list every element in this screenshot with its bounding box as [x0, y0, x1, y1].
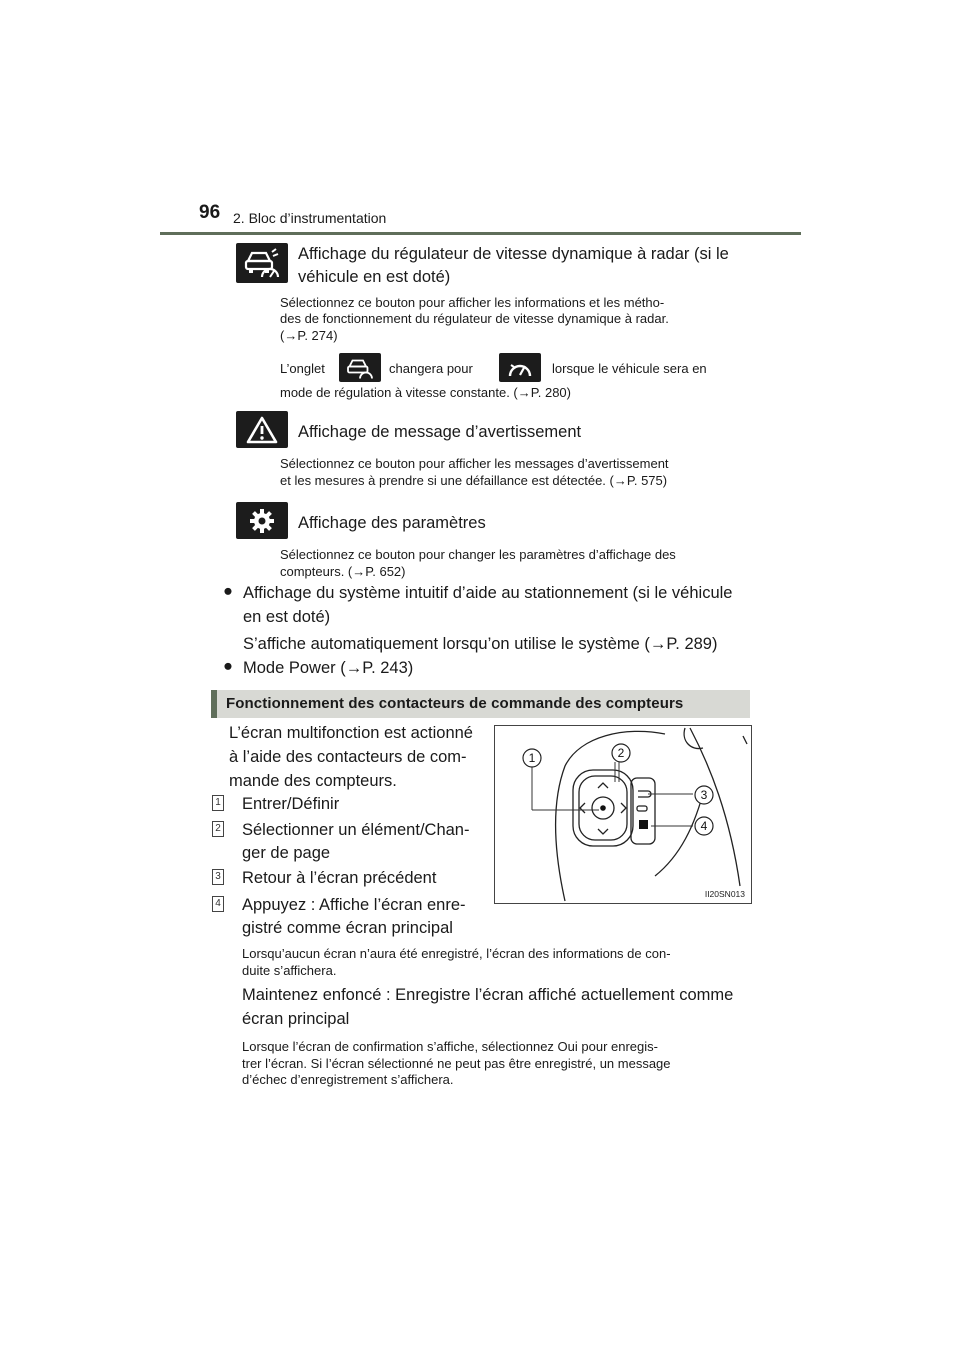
tab-suffix: lorsque le véhicule sera en — [552, 361, 707, 376]
gear-icon — [236, 502, 288, 539]
callout-4: 4 — [700, 819, 708, 833]
item1-text: Entrer/Définir — [242, 795, 340, 813]
header-rule — [160, 232, 801, 235]
settings-desc-line2: compteurs. (→P. 652) — [280, 564, 406, 579]
bullet-dot: ● — [223, 582, 233, 600]
intro-line1: L’écran multifonction est actionné — [229, 724, 473, 742]
section-header — [211, 690, 750, 718]
chapter-title: 2. Bloc d’instrumentation — [233, 210, 387, 226]
steering-switch-figure — [494, 725, 752, 904]
intro-line3: mande des compteurs. — [229, 772, 397, 790]
item-number: 2 — [212, 821, 224, 837]
note1-line1: Lorsqu’aucun écran n’aura été enregistré, l’écran des informations de con- — [242, 946, 671, 961]
item-number: 3 — [212, 869, 224, 885]
callout-2: 2 — [617, 746, 625, 760]
note2-line2: trer l’écran. Si l’écran sélectionné ne peut pas être enregistré, un message — [242, 1056, 671, 1071]
bullet-dot: ● — [223, 657, 233, 675]
item-number: 1 — [212, 795, 224, 811]
item-number: 4 — [212, 896, 224, 912]
intro-line2: à l’aide des contacteurs de com- — [229, 748, 467, 766]
radar-desc-line2: des de fonctionnement du régulateur de vitesse dynamique à radar. — [280, 311, 669, 326]
tab-middle: changera pour — [389, 361, 473, 376]
warning-triangle-icon — [236, 411, 288, 448]
radar-desc-line1: Sélectionnez ce bouton pour afficher les informations et les métho- — [280, 295, 665, 310]
constant-speed-tab-icon — [499, 353, 541, 382]
steering-wheel-drawing — [495, 726, 751, 903]
section-accent — [211, 690, 217, 718]
note2-line1: Lorsque l’écran de confirmation s’affiche, sélectionnez Oui pour enregis- — [242, 1039, 658, 1054]
bullet1-line2: en est doté) — [243, 608, 331, 626]
hold-line2: écran principal — [242, 1010, 350, 1028]
enter-button-dot — [600, 805, 606, 811]
tab-prefix: L’onglet — [280, 361, 325, 376]
settings-title: Affichage des paramètres — [298, 514, 486, 532]
radar-title-line1: Affichage du régulateur de vitesse dynamique à radar (si le — [298, 245, 729, 263]
warning-desc-line1: Sélectionnez ce bouton pour afficher les messages d’avertissement — [280, 456, 669, 471]
bullet2: Mode Power (→P. 243) — [243, 659, 414, 677]
page-number: 96 — [199, 202, 221, 223]
bullet1-line1: Affichage du système intuitif d’aide au stationnement (si le véhicule — [243, 584, 733, 602]
warning-title: Affichage de message d’avertissement — [298, 423, 582, 441]
figure-code: II20SN013 — [704, 889, 745, 899]
home-button — [639, 820, 648, 829]
item4-line2: gistré comme écran principal — [242, 919, 453, 937]
radar-cruise-icon — [236, 243, 288, 283]
radar-desc-line3: (→P. 274) — [280, 328, 338, 343]
item2-line1: Sélectionner un élément/Chan- — [242, 821, 470, 839]
settings-desc-line1: Sélectionnez ce bouton pour changer les paramètres d’affichage des — [280, 547, 676, 562]
section-title: Fonctionnement des contacteurs de commande des compteurs — [226, 695, 684, 712]
note2-line3: d’échec d’enregistrement s’affichera. — [242, 1072, 454, 1087]
item4-line1: Appuyez : Affiche l’écran enre- — [242, 896, 466, 914]
note1-line2: duite s’affichera. — [242, 963, 337, 978]
tab-line2: mode de régulation à vitesse constante. (→P. 280) — [280, 385, 571, 400]
radar-title-line2: véhicule en est doté) — [298, 268, 451, 286]
callout-1: 1 — [528, 751, 536, 765]
warning-desc-line2: et les mesures à prendre si une défaillance est détectée. (→P. 575) — [280, 473, 668, 488]
callout-3: 3 — [700, 788, 708, 802]
bullet1-sub: S’affiche automatiquement lorsqu’on utilise le système (→P. 289) — [243, 635, 718, 653]
hold-line1: Maintenez enfoncé : Enregistre l’écran affiché actuellement comme — [242, 986, 734, 1004]
item3-text: Retour à l’écran précédent — [242, 869, 437, 887]
item2-line2: ger de page — [242, 844, 331, 862]
radar-tab-icon — [339, 353, 381, 382]
